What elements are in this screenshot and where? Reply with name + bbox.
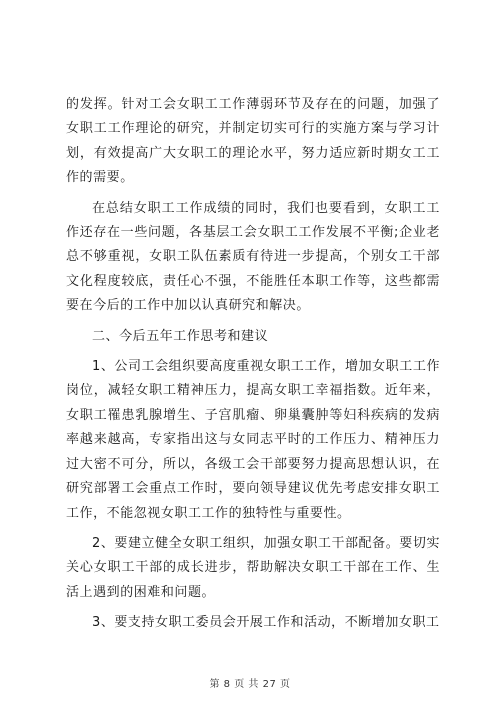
recommendation-1: 1、公司工会组织要高度重视女职工工作，增加女职工工作岗位，减轻女职工精神压力，提高女职工幸福指数。近年来，女职工罹患乳腺增生、子宫肌瘤、卵巢囊肿等妇科疾病的发病率越来越高，专家指出这与女同志平时的工作压力、精神压力过大密不可分，所以，各级工会干部要努力提高思想认识，在研究部署工会重点工作时，要向领导建议优先考虑安排女职工工作，不能忽视女职工工作的独特性与重要性。 — [66, 359, 440, 521]
section-heading: 二、今后五年工作思考和建议 — [92, 328, 269, 344]
recommendation-2: 2、要建立健全女职工组织，加强女职工干部配备。要切实关心女职工干部的成长进步，帮助解决女职工干部在工作、生活上遇到的困难和问题。 — [66, 535, 440, 600]
paragraph-problems: 在总结女职工工作成绩的同时，我们也要看到，女职工工作还存在一些问题，各基层工会女职工工作发展不平衡;企业老总不够重视，女职工队伍素质有待进一步提高，个别女工干部文化程度较底，责任心不强，不能胜任本职工作等，这些都需要在今后的工作中加以认真研究和解决。 — [66, 200, 440, 314]
recommendation-3: 3、要支持女职工委员会开展工作和活动，不断增加女职工 — [92, 615, 440, 631]
page-number-indicator: 第 8 页 共 27 页 — [209, 679, 291, 690]
page-footer — [0, 675, 500, 690]
paragraph-continued: 的发挥。针对工会女职工工作薄弱环节及存在的问题，加强了女职工工作理论的研究，并制定切实可行的实施方案与学习计划，有效提高广大女职工的理论水平，努力适应新时期女工工作的需要。 — [66, 97, 440, 186]
document-body — [66, 93, 440, 636]
